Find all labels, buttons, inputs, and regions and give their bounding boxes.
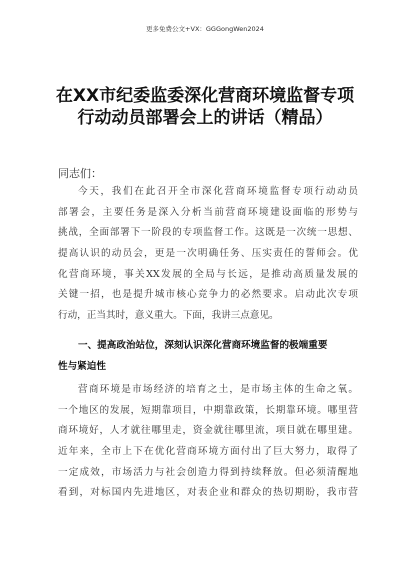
paragraph-line: 部署会，主要任务是深入分析当前营商环境建设面临的形势与 [58,206,358,218]
paragraph-line: 化营商环境，事关XX发展的全局与长远，是推动高质量发展的 [58,268,358,280]
paragraph-line: 关键一招，也是提升城市核心竞争力的必然要求。启动此次专项 [58,289,358,301]
title-line: 在XX市纪委监委深化营商环境监督专项 [55,86,355,106]
paragraph-line: 看到，对标国内先进地区，对表企业和群众的热切期盼，我市营 [58,487,358,499]
paragraph-line: 挑战，全面部署下一阶段的专项监督工作。这既是一次统一思想、 [58,227,358,239]
paragraph-line: 商环境好，人才就往哪里走，资金就往哪里流，项目就在哪里建。 [58,425,358,437]
paragraph-2 [58,380,358,504]
title-line: 行动动员部署会上的讲话（精品） [77,108,333,128]
paragraph-line: 近年来，全市上下在优化营商环境方面付出了巨大努力，取得了 [58,446,358,458]
heading-line: 性与紧迫性 [58,361,106,372]
paragraph-line: 提高认识的动员会，更是一次明确任务、压实责任的誓师会。优 [58,248,358,260]
salutation: 同志们： [58,167,102,180]
section-heading-1 [58,335,358,377]
paragraph-line: 行动，正当其时，意义重大。下面，我讲三点意见。 [58,310,279,322]
paragraph-line: 今天，我们在此召开全市深化营商环境监督专项行动动员 [78,186,358,197]
heading-line: 一、提高政治站位，深刻认识深化营商环境监督的极端重要 [78,340,328,351]
paragraph-line: 营商环境是市场经济的培育之土，是市场主体的生命之氧。 [78,384,358,395]
paragraph-line: 一个地区的发展，短期靠项目，中期靠政策，长期靠环境。哪里营 [58,404,358,416]
document-title [40,85,370,129]
paragraph-1 [58,182,358,327]
paragraph-line: 一定成效，市场活力与社会创造力得到持续释放。但必须清醒地 [58,466,358,478]
header-note: 更多免费公文+VX：GGGongWen2024 [146,25,264,33]
